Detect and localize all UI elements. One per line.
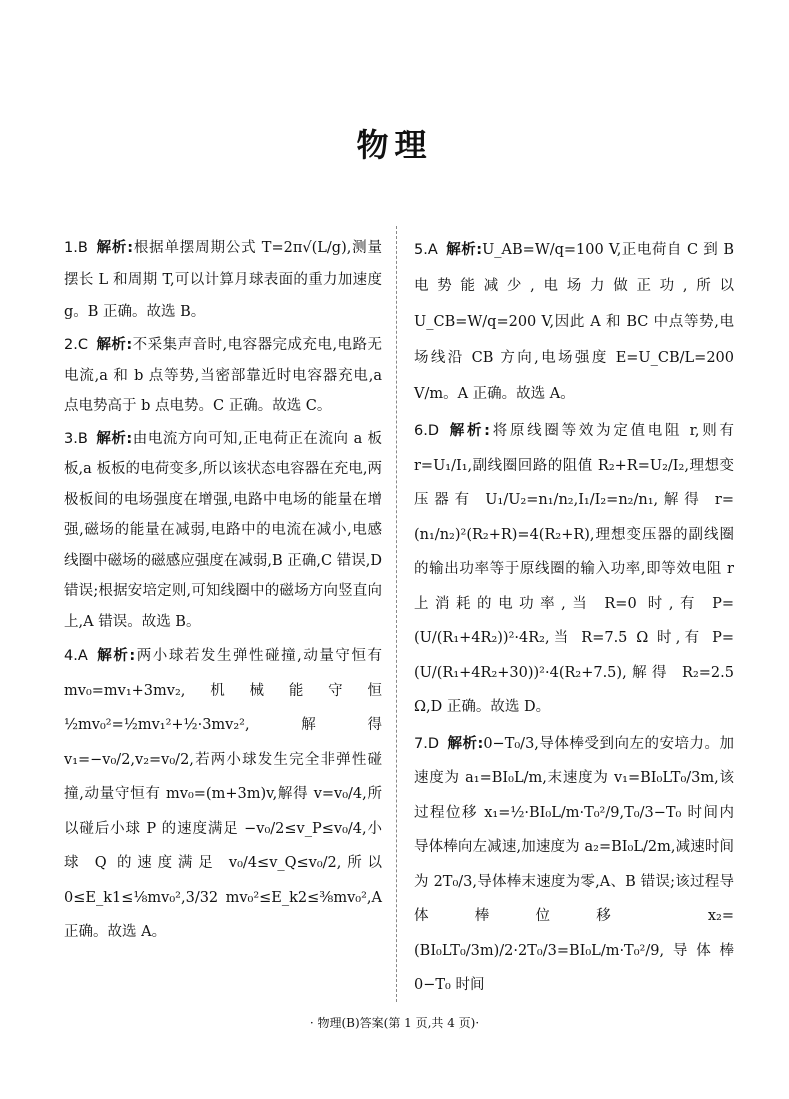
answer-item-4 <box>64 639 382 950</box>
answer-text: U_AB=W/q=100 V,正电荷自 C 到 B 电势能减少,电场力做正功,所以 U_CB=W/q=200 V,因此 A 和 BC 中点等势,电场线沿 CB 方向,电场强度 E=U_CB/L=200 V/m。A 正确。故选 A。 <box>414 242 734 402</box>
analysis-label: 解析: <box>445 242 483 258</box>
answer-text: 将原线圈等效为定值电阻 r,则有 r=U₁/I₁,副线圈回路的阻值 R₂+R=U₂/I₂,理想变压器有 U₁/U₂=n₁/n₂,I₁/I₂=n₂/n₁,解得 r=(n₁/n₂)²(R₂+R)=4(R₂+R),理想变压器的副线圈的输出功率等于原线圈的输入功率,即等效电阻 r 上消耗的电功率,当 R=0 时,有 P=(U/(R₁+4R₂))²·4R₂,当 R=7.5 Ω 时,有 P=(U/(R₁+4R₂+30))²·4(R₂+7.5),解得 R₂=2.5 Ω,D 正确。故选 D。 <box>414 423 734 715</box>
analysis-label: 解析: <box>447 735 484 752</box>
answer-number: 4.A <box>64 648 88 664</box>
answer-text: 不采集声音时,电容器完成充电,电路无电流,a 和 b 点等势,当密部靠近时电容器充电,a 点电势高于 b 点电势。C 正确。故选 C。 <box>64 337 382 414</box>
answer-number: 6.D <box>414 423 439 439</box>
answer-item-5 <box>414 232 734 412</box>
answer-text: 0−T₀/3,导体棒受到向左的安培力。加速度为 a₁=BI₀L/m,末速度为 v₁=BI₀LT₀/3m,该过程位移 x₁=½·BI₀L/m·T₀²/9,T₀/3−T₀ 时间内导体棒向左减速,加速度为 a₂=BI₀L/2m,减速时间为 2T₀/3,导体棒末速度为零,A、B 错误;该过程导体棒位移 x₂=(BI₀LT₀/3m)/2·2T₀/3=BI₀L/m·T₀²/9,导体棒 0−T₀ 时间 <box>414 735 734 993</box>
answer-number: 7.D <box>414 735 439 752</box>
column-divider <box>396 226 397 1002</box>
page-title: 物理 <box>356 126 433 164</box>
left-column <box>64 232 382 952</box>
analysis-label: 解析: <box>95 430 133 447</box>
analysis-label: 解析: <box>95 240 134 256</box>
answer-item-1 <box>64 232 382 328</box>
answer-text: 由电流方向可知,正电荷正在流向 a 板板,a 板板的电荷变多,所以该状态电容器在充电,两极板间的电场强度在增强,电路中电场的能量在增强,磁场的能量在减弱,电路中的电流在减小,电感线圈中磁场的磁感应强度在减弱,B 正确,C 错误,D 错误;根据安培定则,可知线圈中的磁场方向竖直向上,A 错误。故选 B。 <box>64 430 382 630</box>
answer-item-7 <box>414 727 734 1003</box>
answer-number: 2.C <box>64 337 88 353</box>
answer-item-3 <box>64 424 382 638</box>
answer-text: 根据单摆周期公式 T=2π√(L/g),测量摆长 L 和周期 T,可以计算月球表面的重力加速度 g。B 正确。故选 B。 <box>64 240 382 320</box>
analysis-label: 解析: <box>447 423 490 439</box>
right-column <box>414 232 734 1005</box>
answer-number: 5.A <box>414 242 438 258</box>
answer-text: 两小球若发生弹性碰撞,动量守恒有 mv₀=mv₁+3mv₂,机械能守恒 ½mv₀²=½mv₁²+½·3mv₂²,解得 v₁=−v₀/2,v₂=v₀/2,若两小球发生完全非弹性碰撞,动量守恒有 mv₀=(m+3m)v,解得 v=v₀/4,所以碰后小球 P 的速度满足 −v₀/2≤v_P≤v₀/4,小球 Q 的速度满足 v₀/4≤v_Q≤v₀/2,所以 0≤E_k1≤⅛mv₀²,3/32 mv₀²≤E_k2≤⅜mv₀²,A 正确。故选 A。 <box>64 648 382 940</box>
answer-item-6 <box>414 414 734 725</box>
answer-number: 1.B <box>64 240 88 256</box>
answer-item-2 <box>64 330 382 422</box>
answer-number: 3.B <box>64 430 88 447</box>
analysis-label: 解析: <box>95 337 133 353</box>
analysis-label: 解析: <box>95 648 136 664</box>
page-footer: · 物理(B)答案(第 1 页,共 4 页)· <box>309 1016 480 1030</box>
